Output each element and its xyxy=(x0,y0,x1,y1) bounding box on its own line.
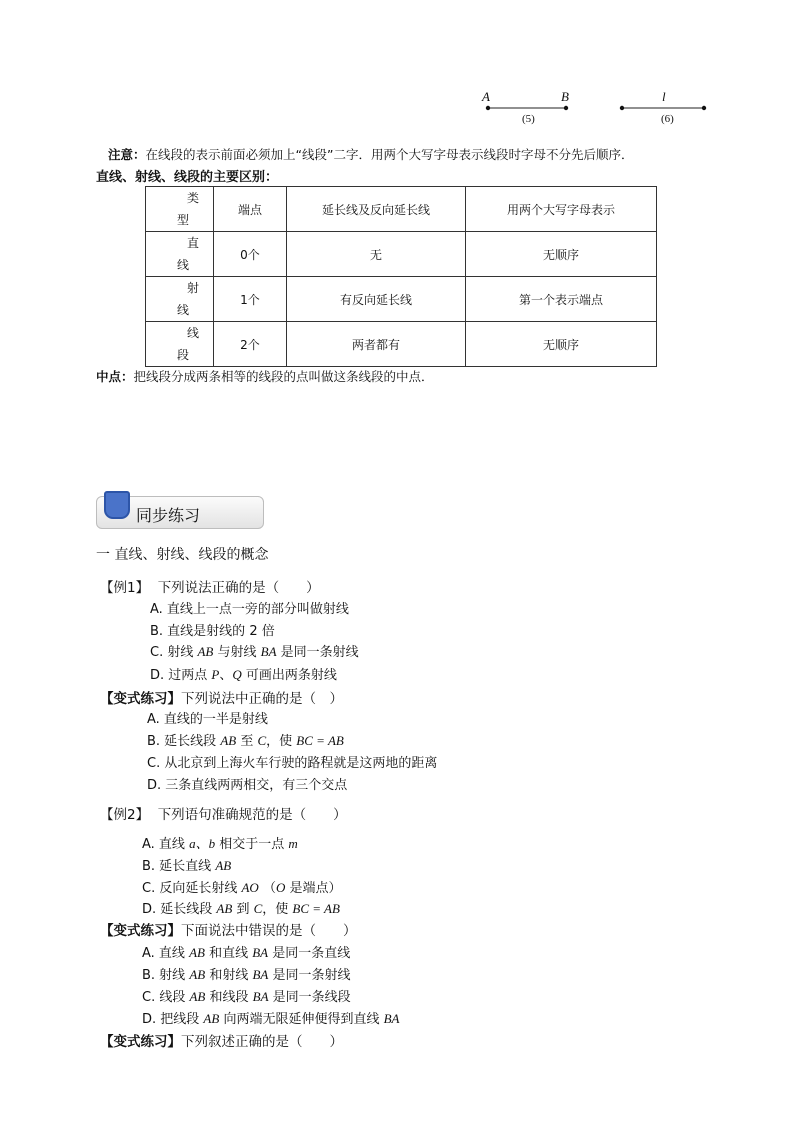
section-title: 同步练习 xyxy=(136,506,201,525)
fig5-label-a: A xyxy=(482,89,490,104)
ex2-option-a: A. 直线 a、b 相交于一点 m xyxy=(142,836,298,852)
part1-title: 一 直线、射线、线段的概念 xyxy=(96,547,269,563)
var2-tag: 【变式练习】 xyxy=(100,923,181,939)
table-row xyxy=(146,322,657,367)
ex1-question xyxy=(100,576,320,596)
row-type-cell: 直 线 xyxy=(146,232,214,277)
var2-question-text: 下面说法中错误的是（ ） xyxy=(181,923,357,939)
var3-question xyxy=(100,1030,343,1050)
midpoint-line xyxy=(96,367,434,385)
var2-option-b: B. 射线 AB 和射线 BA 是同一条射线 xyxy=(142,967,351,983)
midpoint-label: 中点： xyxy=(96,369,134,384)
header-notation: 用两个大写字母表示 xyxy=(466,187,657,232)
fig6-caption: (6) xyxy=(661,113,674,125)
note-line xyxy=(108,145,633,163)
row-notation-cell: 第一个表示端点 xyxy=(466,277,657,322)
midpoint-text: 把线段分成两条相等的线段的点叫做这条线段的中点． xyxy=(133,369,434,384)
fig5-label-b: B xyxy=(561,89,569,104)
segment-l-left-point xyxy=(620,106,624,110)
row-type-cell: 射 线 xyxy=(146,277,214,322)
row-extension-cell: 有反向延长线 xyxy=(287,277,466,322)
note-label: 注意： xyxy=(108,147,146,162)
var1-question-text: 下列说法中正确的是（ ） xyxy=(181,691,343,707)
comparison-table xyxy=(145,186,657,367)
var1-option-b: B. 延长线段 AB 至 C，使 BC = AB xyxy=(147,733,344,749)
row-endpoints-cell: 0个 xyxy=(214,232,287,277)
table-row xyxy=(146,232,657,277)
table-row xyxy=(146,277,657,322)
table-title: 直线、射线、线段的主要区别： xyxy=(96,170,279,185)
point-b xyxy=(564,106,568,110)
row-endpoints-cell: 1个 xyxy=(214,277,287,322)
var1-option-a: A. 直线的一半是射线 xyxy=(147,712,268,727)
bookmark-icon xyxy=(104,491,130,519)
row-extension-cell: 两者都有 xyxy=(287,322,466,367)
var1-option-c: C. 从北京到上海火车行驶的路程就是这两地的距离 xyxy=(147,756,438,771)
var1-tag: 【变式练习】 xyxy=(100,691,181,707)
var1-question xyxy=(100,687,343,707)
fig6-label-l: l xyxy=(662,89,666,104)
row-type-cell: 线 段 xyxy=(146,322,214,367)
var1-option-d: D. 三条直线两两相交，有三个交点 xyxy=(147,778,348,793)
var2-option-c: C. 线段 AB 和线段 BA 是同一条线段 xyxy=(142,989,351,1005)
var2-question xyxy=(100,919,357,939)
note-text: 在线段的表示前面必须加上“线段”二字．用两个大写字母表示线段时字母不分先后顺序． xyxy=(145,147,634,162)
ex2-tag: 【例2】 xyxy=(100,807,150,823)
var3-question-text: 下列叙述正确的是（ ） xyxy=(181,1034,343,1050)
ex2-option-c: C. 反向延长射线 AO （O 是端点） xyxy=(142,880,342,896)
table-header-row xyxy=(146,187,657,232)
row-extension-cell: 无 xyxy=(287,232,466,277)
ex1-option-b: B. 直线是射线的 2 倍 xyxy=(150,624,275,639)
header-extension: 延长线及反向延长线 xyxy=(287,187,466,232)
segment-figures xyxy=(470,84,720,129)
ex2-option-d: D. 延长线段 AB 到 C，使 BC = AB xyxy=(142,901,340,917)
header-endpoints: 端点 xyxy=(214,187,287,232)
var2-option-d: D. 把线段 AB 向两端无限延伸便得到直线 BA xyxy=(142,1011,400,1027)
ex2-question xyxy=(100,803,347,823)
ex1-tag: 【例1】 xyxy=(100,580,150,596)
ex2-question-text: 下列语句准确规范的是（ ） xyxy=(157,807,347,823)
ex1-option-c: C. 射线 AB 与射线 BA 是同一条射线 xyxy=(150,644,359,660)
ex1-question-text: 下列说法正确的是（ ） xyxy=(157,580,320,596)
ex2-option-b: B. 延长直线 AB xyxy=(142,858,232,874)
header-type: 类 型 xyxy=(146,187,214,232)
ex1-option-a: A. 直线上一点一旁的部分叫做射线 xyxy=(150,602,349,617)
var2-option-a: A. 直线 AB 和直线 BA 是同一条直线 xyxy=(142,945,351,961)
var3-tag: 【变式练习】 xyxy=(100,1034,181,1050)
row-notation-cell: 无顺序 xyxy=(466,232,657,277)
row-endpoints-cell: 2个 xyxy=(214,322,287,367)
point-a xyxy=(486,106,490,110)
segment-l-right-point xyxy=(702,106,706,110)
ex1-option-d: D. 过两点 P、Q 可画出两条射线 xyxy=(150,667,337,683)
row-notation-cell: 无顺序 xyxy=(466,322,657,367)
fig5-caption: (5) xyxy=(522,113,535,125)
